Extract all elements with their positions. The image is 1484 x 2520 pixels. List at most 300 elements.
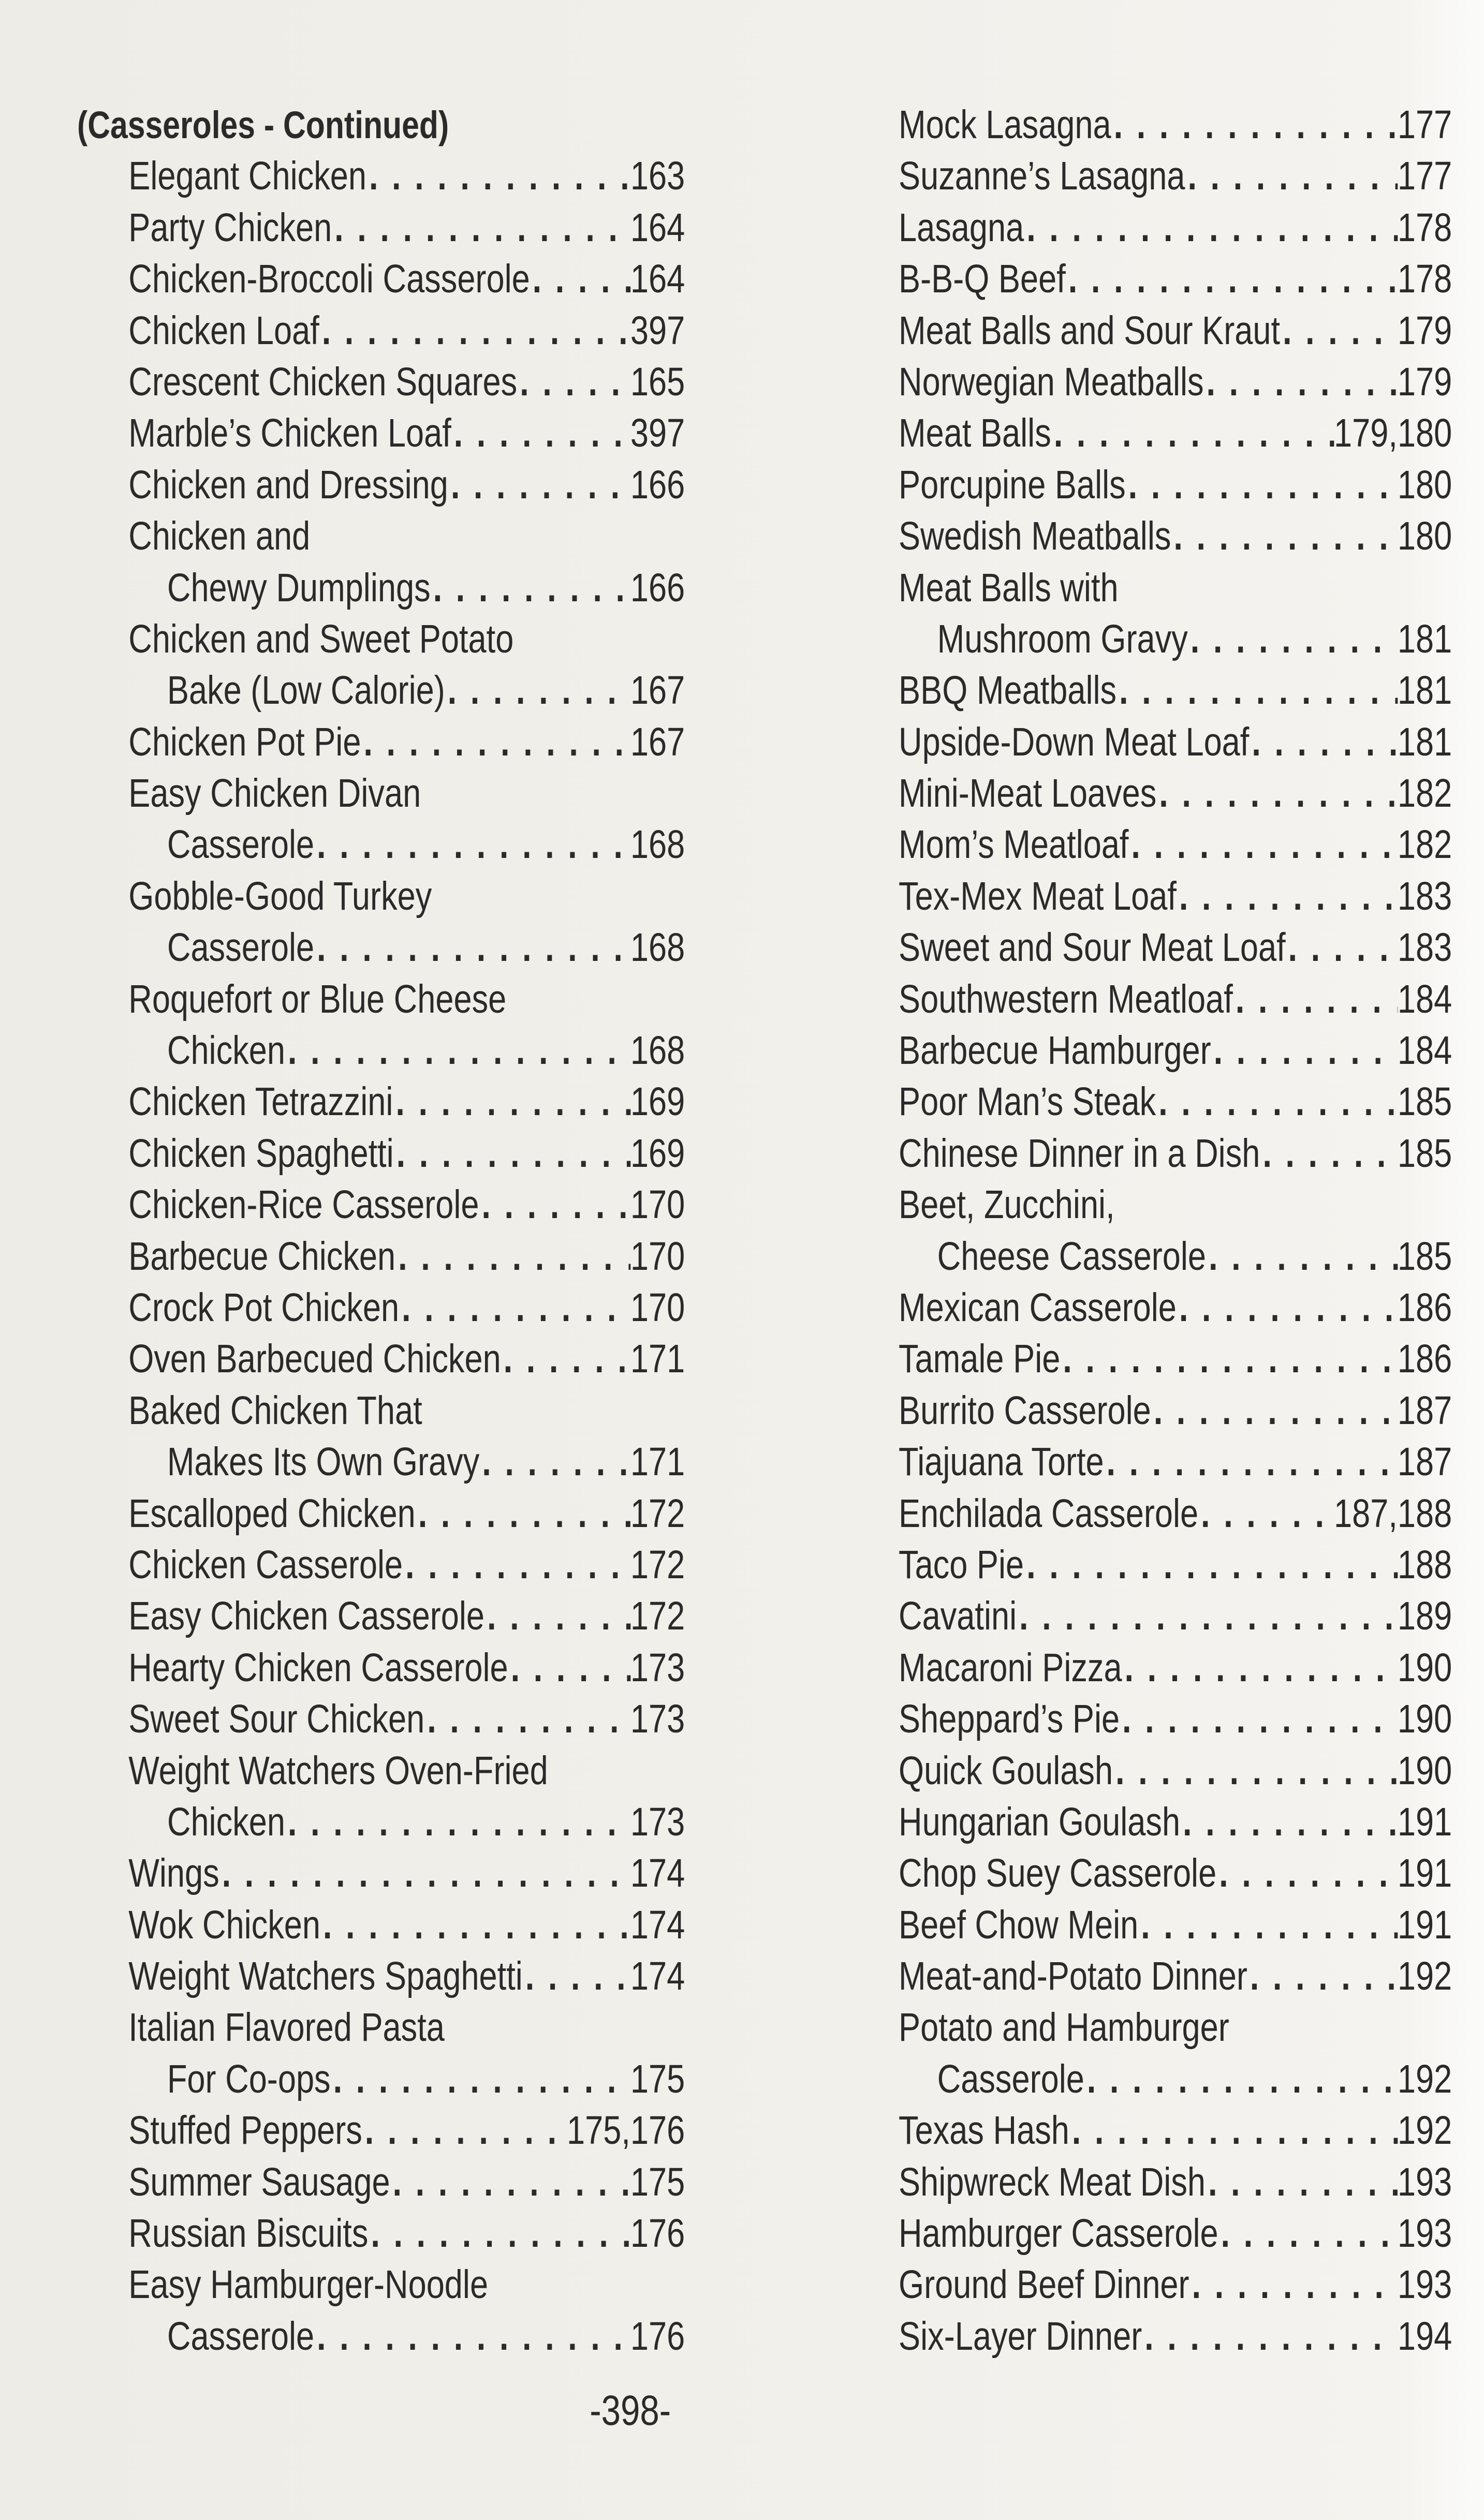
page-reference: 173 <box>630 1645 685 1690</box>
recipe-name: Upside-Down Meat Loaf <box>899 719 1250 764</box>
page-reference: 191 <box>1397 1902 1452 1947</box>
page-reference: 177 <box>1397 154 1452 199</box>
recipe-name: Weight Watchers Spaghetti <box>128 1954 523 1999</box>
page-reference: 164 <box>630 205 685 250</box>
recipe-name: Chicken <box>167 1799 285 1844</box>
recipe-name: Gobble-Good Turkey <box>128 873 432 918</box>
dot-leader <box>1122 1642 1398 1694</box>
index-entry <box>77 614 685 665</box>
dot-leader <box>1206 1231 1398 1282</box>
dot-leader <box>1084 2054 1398 2105</box>
recipe-name: Casserole <box>167 925 315 970</box>
recipe-name: Tex-Mex Meat Loaf <box>899 873 1177 918</box>
page-reference: 182 <box>1397 822 1452 867</box>
index-entry <box>899 1333 1452 1385</box>
recipe-name: Chicken Tetrazzini <box>128 1079 393 1124</box>
index-entry <box>899 1539 1452 1591</box>
index-entry <box>77 2208 685 2259</box>
index-entry-continuation <box>77 1025 685 1076</box>
index-entry <box>77 1385 685 1436</box>
recipe-name: Quick Goulash <box>899 1748 1113 1793</box>
recipe-name: Oven Barbecued Chicken <box>128 1337 501 1382</box>
page-reference: 187 <box>1397 1388 1452 1433</box>
page-reference: 183 <box>1397 873 1452 918</box>
dot-leader <box>1185 151 1398 202</box>
recipe-name: Chicken Loaf <box>128 308 319 353</box>
dot-leader <box>393 1076 630 1128</box>
recipe-name: Chicken and Dressing <box>128 462 448 507</box>
recipe-name: Tiajuana Torte <box>899 1440 1104 1485</box>
dot-leader <box>314 2311 630 2362</box>
dot-leader <box>1211 1025 1398 1076</box>
page-reference: 180 <box>1397 462 1452 507</box>
index-entry <box>77 1539 685 1591</box>
index-entry-continuation <box>77 922 685 973</box>
dot-leader <box>395 1231 630 1282</box>
index-entry <box>77 1745 685 1797</box>
index-entry <box>77 1282 685 1333</box>
dot-leader <box>285 1797 630 1848</box>
dot-leader <box>1017 1591 1398 1642</box>
index-entry <box>77 974 685 1025</box>
page-reference: 166 <box>630 462 685 507</box>
dot-leader <box>517 357 630 408</box>
recipe-name: BBQ Meatballs <box>899 668 1117 713</box>
page-reference: 171 <box>630 1440 685 1485</box>
page-reference: 193 <box>1397 2211 1452 2256</box>
recipe-name: Marble’s Chicken Loaf <box>128 411 451 456</box>
recipe-name: Norwegian Meatballs <box>899 359 1204 404</box>
index-entry <box>77 254 685 305</box>
page-reference: 187,188 <box>1334 1491 1452 1536</box>
recipe-name: Suzanne’s Lasagna <box>899 154 1185 199</box>
recipe-name: Beef Chow Mein <box>899 1902 1139 1947</box>
index-entry <box>899 665 1452 716</box>
page-reference: 164 <box>630 257 685 302</box>
recipe-name: Tamale Pie <box>899 1337 1061 1382</box>
recipe-name: Southwestern Meatloaf <box>899 976 1233 1021</box>
dot-leader <box>479 1436 630 1488</box>
recipe-name: Mock Lasagna <box>899 102 1111 147</box>
recipe-name: Meat Balls <box>899 411 1051 456</box>
dot-leader <box>361 717 630 768</box>
page-reference: 184 <box>1397 976 1452 1021</box>
index-entry <box>899 357 1452 408</box>
dot-leader <box>1286 922 1398 973</box>
dot-leader <box>479 1179 630 1231</box>
dot-leader <box>1113 1745 1398 1797</box>
recipe-name: Poor Man’s Steak <box>899 1079 1156 1124</box>
recipe-name: Escalloped Chicken <box>128 1491 416 1536</box>
index-entry <box>77 1231 685 1282</box>
dot-leader <box>1280 305 1398 357</box>
recipe-name: Lasagna <box>899 205 1024 250</box>
index-entry <box>899 1642 1452 1694</box>
page-number: -398- <box>590 2387 671 2434</box>
page-reference: 167 <box>630 668 685 713</box>
index-entry <box>77 2002 685 2053</box>
page-reference: 174 <box>630 1851 685 1896</box>
page-reference: 177 <box>1397 102 1452 147</box>
dot-leader <box>319 305 630 357</box>
index-entry <box>77 1848 685 1899</box>
page-reference: 173 <box>630 1799 685 1844</box>
recipe-name: Easy Chicken Divan <box>128 771 421 816</box>
index-entry <box>77 459 685 511</box>
recipe-name: Bake (Low Calorie) <box>167 668 445 713</box>
recipe-name: Casserole <box>167 2314 315 2359</box>
index-entry <box>899 2208 1452 2259</box>
dot-leader <box>314 819 630 870</box>
index-entry <box>899 1076 1452 1128</box>
dot-leader <box>448 459 630 511</box>
dot-leader <box>394 1128 630 1179</box>
dot-leader <box>1180 1797 1398 1848</box>
page-reference: 186 <box>1397 1285 1452 1330</box>
page-reference: 193 <box>1397 2262 1452 2307</box>
recipe-name: Barbecue Hamburger <box>899 1028 1211 1073</box>
page-reference: 188 <box>1397 1542 1452 1587</box>
index-entry <box>899 305 1452 357</box>
dot-leader <box>390 2157 630 2208</box>
page-reference: 172 <box>630 1491 685 1536</box>
page-reference: 181 <box>1397 616 1452 661</box>
page-reference: 169 <box>630 1079 685 1124</box>
page-reference: 176 <box>630 2314 685 2359</box>
index-entry <box>77 1128 685 1179</box>
dot-leader <box>424 1694 630 1745</box>
index-entry <box>77 1900 685 1951</box>
recipe-name: Summer Sausage <box>128 2159 390 2204</box>
index-entry <box>77 1333 685 1385</box>
index-entry <box>899 1488 1452 1539</box>
page-reference: 192 <box>1397 2056 1452 2101</box>
dot-leader <box>431 562 630 614</box>
index-entry <box>77 768 685 819</box>
recipe-name: Wings <box>128 1851 219 1896</box>
index-entry <box>899 2259 1452 2310</box>
recipe-name: Easy Chicken Casserole <box>128 1594 485 1639</box>
dot-leader <box>523 1951 630 2002</box>
recipe-name: Casserole <box>167 822 315 867</box>
page-reference: 173 <box>630 1697 685 1742</box>
dot-leader <box>508 1642 630 1694</box>
dot-leader <box>403 1539 630 1591</box>
index-entry <box>77 1488 685 1539</box>
recipe-name: Chicken-Broccoli Casserole <box>128 257 530 302</box>
recipe-name: Stuffed Peppers <box>128 2108 362 2153</box>
recipe-name: Meat-and-Potato Dinner <box>899 1954 1247 1999</box>
dot-leader <box>1051 408 1334 459</box>
index-entry <box>899 1591 1452 1642</box>
recipe-name: Crescent Chicken Squares <box>128 359 518 404</box>
index-entry <box>77 2157 685 2208</box>
recipe-name: Taco Pie <box>899 1542 1024 1587</box>
index-entry <box>899 1385 1452 1436</box>
index-entry <box>899 1436 1452 1488</box>
page-reference: 397 <box>630 411 685 456</box>
page-reference: 167 <box>630 719 685 764</box>
page-reference: 170 <box>630 1285 685 1330</box>
index-entry-continuation <box>77 562 685 614</box>
page-reference: 193 <box>1397 2159 1452 2204</box>
dot-leader <box>368 2208 630 2259</box>
index-entry <box>899 1179 1452 1231</box>
recipe-name: Italian Flavored Pasta <box>128 2005 445 2050</box>
recipe-name: Weight Watchers Oven-Fried <box>128 1748 548 1793</box>
recipe-name: Chicken Pot Pie <box>128 719 361 764</box>
index-entry <box>899 2311 1452 2362</box>
page-reference: 172 <box>630 1594 685 1639</box>
recipe-name: Texas Hash <box>899 2108 1069 2153</box>
index-entry <box>899 459 1452 511</box>
index-entry <box>899 562 1452 614</box>
recipe-name: B-B-Q Beef <box>899 257 1066 302</box>
recipe-name: Chop Suey Casserole <box>899 1851 1217 1896</box>
page-reference: 168 <box>630 925 685 970</box>
index-entry <box>77 2105 685 2156</box>
index-entry <box>899 1797 1452 1848</box>
recipe-name: Chicken Casserole <box>128 1542 403 1587</box>
index-entry-continuation <box>77 1436 685 1488</box>
page-reference: 180 <box>1397 514 1452 559</box>
recipe-name: Chicken <box>167 1028 285 1073</box>
index-entry <box>899 768 1452 819</box>
recipe-name: Mushroom Gravy <box>937 616 1188 661</box>
recipe-name: Potato and Hamburger <box>899 2005 1229 2050</box>
index-entry <box>77 357 685 408</box>
index-entry <box>899 151 1452 202</box>
page-reference: 181 <box>1397 719 1452 764</box>
index-column-right <box>899 99 1452 2362</box>
recipe-name: Chewy Dumplings <box>167 565 431 610</box>
index-entry <box>899 871 1452 922</box>
dot-leader <box>1233 974 1398 1025</box>
index-entry <box>899 99 1452 151</box>
page-reference: 178 <box>1397 257 1452 302</box>
page-reference: 179 <box>1397 308 1452 353</box>
index-entry <box>77 151 685 202</box>
index-entry <box>899 2105 1452 2156</box>
index-entry <box>77 2259 685 2310</box>
page-reference: 194 <box>1397 2314 1452 2359</box>
dot-leader <box>1151 1385 1398 1436</box>
page-reference: 190 <box>1397 1645 1452 1690</box>
index-entry <box>899 2157 1452 2208</box>
index-entry <box>77 1076 685 1128</box>
dot-leader <box>1126 459 1398 511</box>
recipe-name: Sheppard’s Pie <box>899 1697 1120 1742</box>
recipe-name: Swedish Meatballs <box>899 514 1171 559</box>
dot-leader <box>1156 768 1398 819</box>
recipe-name: Mexican Casserole <box>899 1285 1177 1330</box>
dot-leader <box>416 1488 630 1539</box>
index-entry <box>77 1951 685 2002</box>
dot-leader <box>484 1591 630 1642</box>
recipe-name: Baked Chicken That <box>128 1388 422 1433</box>
recipe-name: Meat Balls and Sour Kraut <box>899 308 1281 353</box>
dot-leader <box>320 1900 630 1951</box>
page-reference: 175 <box>630 2159 685 2204</box>
dot-leader <box>501 1333 630 1385</box>
index-entry <box>899 1025 1452 1076</box>
dot-leader <box>1138 1900 1398 1951</box>
dot-leader <box>219 1848 630 1899</box>
page-reference: 166 <box>630 565 685 610</box>
page-reference: 174 <box>630 1954 685 1999</box>
index-entry-continuation <box>77 819 685 870</box>
index-entry-continuation <box>899 2054 1452 2105</box>
page-reference: 182 <box>1397 771 1452 816</box>
recipe-name: Beet, Zucchini, <box>899 1182 1115 1227</box>
index-entry <box>899 974 1452 1025</box>
index-entry-continuation <box>77 1797 685 1848</box>
index-entry <box>899 1900 1452 1951</box>
dot-leader <box>1104 1436 1398 1488</box>
page-reference: 190 <box>1397 1697 1452 1742</box>
page-reference: 170 <box>630 1182 685 1227</box>
page-reference: 168 <box>630 822 685 867</box>
page-reference: 169 <box>630 1131 685 1176</box>
recipe-name: Crock Pot Chicken <box>128 1285 400 1330</box>
dot-leader <box>1247 1951 1398 2002</box>
index-entry <box>899 717 1452 768</box>
index-entry-continuation <box>899 1231 1452 1282</box>
recipe-name: Sweet Sour Chicken <box>128 1697 425 1742</box>
recipe-name: Chinese Dinner in a Dish <box>899 1131 1260 1176</box>
index-entry <box>899 819 1452 870</box>
dot-leader <box>1116 665 1398 716</box>
dot-leader <box>314 922 630 973</box>
index-entry <box>899 1282 1452 1333</box>
recipe-name: Elegant Chicken <box>128 154 367 199</box>
dot-leader <box>366 151 630 202</box>
index-entry <box>77 408 685 459</box>
dot-leader <box>1069 2105 1398 2156</box>
page-reference: 175 <box>630 2056 685 2101</box>
recipe-name: Hamburger Casserole <box>899 2211 1218 2256</box>
dot-leader <box>362 2105 567 2156</box>
index-entry <box>899 202 1452 254</box>
index-column-left <box>77 99 685 2362</box>
recipe-name: Mini-Meat Loaves <box>899 771 1157 816</box>
page-reference: 163 <box>630 154 685 199</box>
page-reference: 172 <box>630 1542 685 1587</box>
dot-leader <box>1260 1128 1398 1179</box>
index-entry <box>77 1642 685 1694</box>
dot-leader <box>332 202 630 254</box>
dot-leader <box>1060 1333 1398 1385</box>
index-entry-continuation <box>899 614 1452 665</box>
page-reference: 175,176 <box>566 2108 685 2153</box>
recipe-name: Casserole <box>937 2056 1084 2101</box>
page-reference: 174 <box>630 1902 685 1947</box>
page-reference: 187 <box>1397 1440 1452 1485</box>
recipe-name: Ground Beef Dinner <box>899 2262 1189 2307</box>
index-entry <box>77 1694 685 1745</box>
page-reference: 189 <box>1397 1594 1452 1639</box>
index-entry <box>899 1951 1452 2002</box>
page-reference: 397 <box>630 308 685 353</box>
dot-leader <box>1249 717 1398 768</box>
index-entry-continuation <box>77 2311 685 2362</box>
page-reference: 191 <box>1397 1799 1452 1844</box>
page-reference: 191 <box>1397 1851 1452 1896</box>
dot-leader <box>1189 2259 1398 2310</box>
recipe-name: Mom’s Meatloaf <box>899 822 1129 867</box>
page-reference: 165 <box>630 359 685 404</box>
page-reference: 179,180 <box>1334 411 1452 456</box>
index-entry <box>77 511 685 562</box>
dot-leader <box>1128 819 1397 870</box>
recipe-name: Six-Layer Dinner <box>899 2314 1142 2359</box>
recipe-name: Burrito Casserole <box>899 1388 1151 1433</box>
index-entry <box>77 1179 685 1231</box>
index-entry <box>899 2002 1452 2053</box>
index-entry <box>899 254 1452 305</box>
dot-leader <box>1066 254 1398 305</box>
recipe-name: Meat Balls with <box>899 565 1119 610</box>
page-reference: 179 <box>1397 359 1452 404</box>
recipe-name: Enchilada Casserole <box>899 1491 1199 1536</box>
index-entry <box>77 717 685 768</box>
index-entry <box>899 1694 1452 1745</box>
recipe-name: Sweet and Sour Meat Loaf <box>899 925 1286 970</box>
dot-leader <box>1142 2311 1398 2362</box>
index-entry <box>899 511 1452 562</box>
recipe-name: Wok Chicken <box>128 1902 321 1947</box>
page-reference: 190 <box>1397 1748 1452 1793</box>
recipe-name: Shipwreck Meat Dish <box>899 2159 1206 2204</box>
page-reference: 192 <box>1397 2108 1452 2153</box>
page-reference: 176 <box>630 2211 685 2256</box>
index-entry <box>899 1128 1452 1179</box>
page-reference: 168 <box>630 1028 685 1073</box>
page-reference: 181 <box>1397 668 1452 713</box>
dot-leader <box>285 1025 630 1076</box>
dot-leader <box>1171 511 1397 562</box>
recipe-name: Porcupine Balls <box>899 462 1126 507</box>
recipe-name: Chicken-Rice Casserole <box>128 1182 479 1227</box>
recipe-name: Makes Its Own Gravy <box>167 1440 480 1485</box>
dot-leader <box>1120 1694 1398 1745</box>
dot-leader <box>1218 2208 1398 2259</box>
dot-leader <box>1156 1076 1398 1128</box>
index-entry <box>77 305 685 357</box>
dot-leader <box>1206 2157 1398 2208</box>
index-entry <box>899 408 1452 459</box>
page-reference: 183 <box>1397 925 1452 970</box>
recipe-name: Cheese Casserole <box>937 1234 1207 1279</box>
index-entry <box>899 922 1452 973</box>
recipe-name: Cavatini <box>899 1594 1017 1639</box>
index-entry-continuation <box>77 2054 685 2105</box>
recipe-name: Chicken and Sweet Potato <box>128 616 514 661</box>
index-entry <box>77 1591 685 1642</box>
dot-leader <box>1177 1282 1398 1333</box>
recipe-name: Roquefort or Blue Cheese <box>128 976 507 1021</box>
index-entry <box>899 1848 1452 1899</box>
dot-leader <box>530 254 630 305</box>
recipe-name: Easy Hamburger-Noodle <box>128 2262 489 2307</box>
dot-leader <box>1216 1848 1398 1899</box>
page-reference: 185 <box>1397 1079 1452 1124</box>
page-reference: 185 <box>1397 1131 1452 1176</box>
recipe-name: Macaroni Pizza <box>899 1645 1122 1690</box>
page-reference: 185 <box>1397 1234 1452 1279</box>
dot-leader <box>1204 357 1398 408</box>
index-entry <box>899 1745 1452 1797</box>
